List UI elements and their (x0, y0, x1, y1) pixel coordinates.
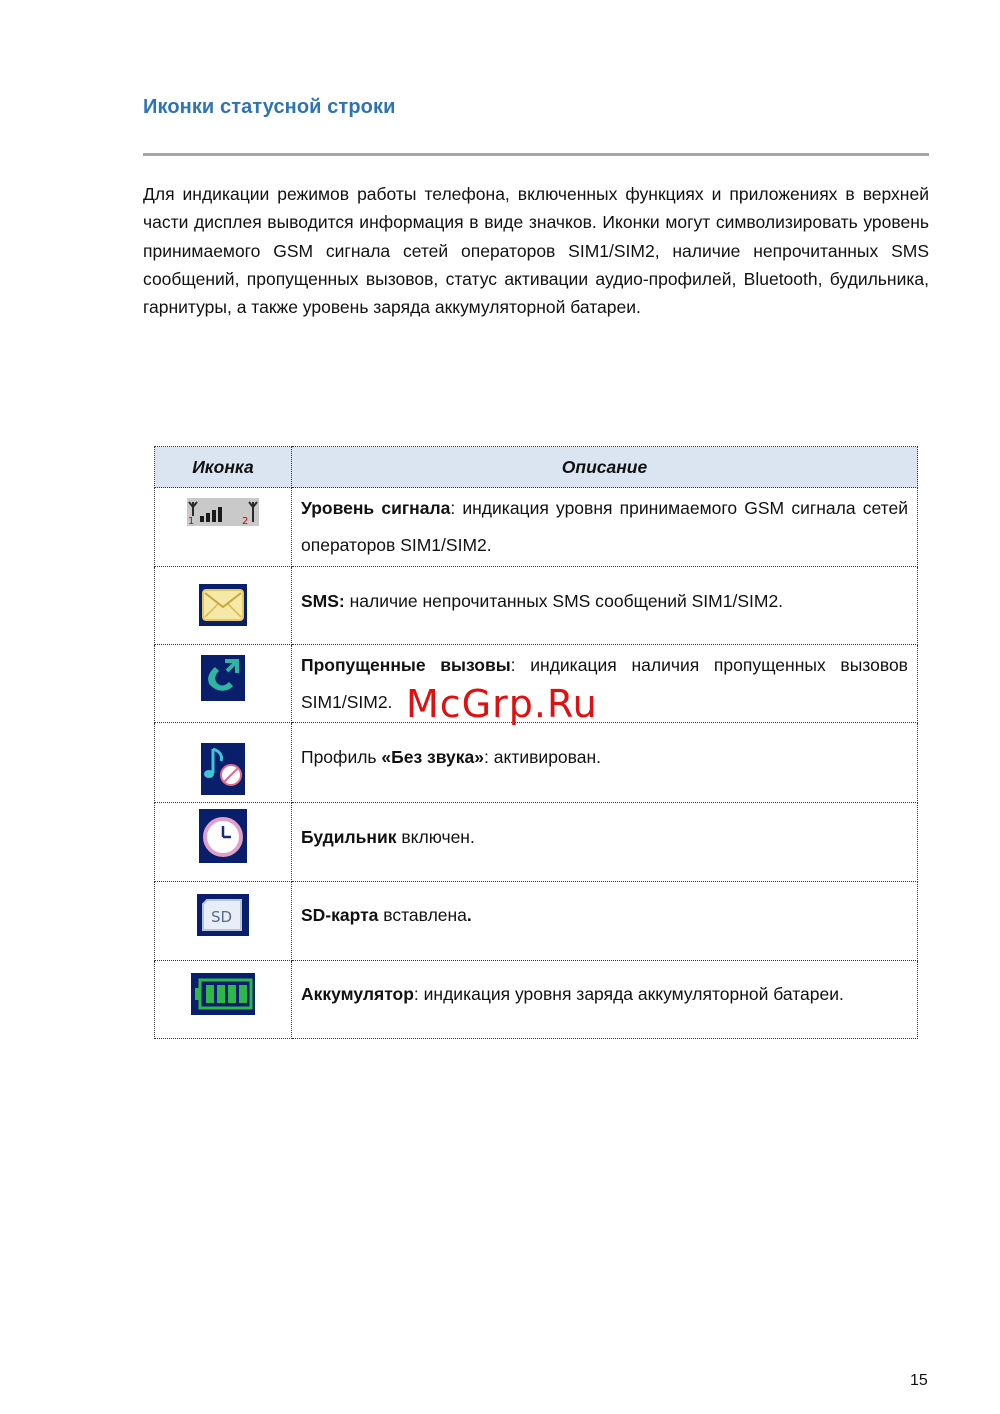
title-rule (143, 153, 929, 156)
description-cell (292, 488, 918, 567)
icons-table (154, 446, 918, 1039)
icon-cell (155, 488, 292, 567)
row-text: : индикация уровня принимаемого GSM сигнала сетей операторов SIM1/SIM2. (301, 498, 908, 555)
row-text: наличие непрочитанных SMS сообщений SIM1/SIM2. (344, 591, 784, 611)
description-cell (292, 645, 918, 723)
row-tail: . (466, 905, 472, 925)
icon-cell (155, 961, 292, 1039)
table-row (155, 723, 918, 803)
row-text: включен. (396, 827, 475, 847)
table-row (155, 567, 918, 645)
header-icon: Иконка (155, 447, 292, 488)
row-text: : индикация наличия пропущенных вызовов SIM1/SIM2. (301, 655, 908, 712)
battery-icon (191, 973, 255, 1020)
description-cell (292, 803, 918, 882)
svg-text:2: 2 (242, 516, 249, 526)
table-header-row (155, 447, 918, 488)
svg-text:1: 1 (188, 516, 195, 526)
watermark: McGrp.Ru (406, 682, 598, 726)
header-description: Описание (292, 447, 918, 488)
missed-call-icon (201, 655, 245, 706)
icon-cell (155, 803, 292, 882)
description-cell (292, 567, 918, 645)
row-text: : активирован. (484, 747, 602, 767)
sms-envelope-icon (199, 584, 247, 631)
description-cell (292, 882, 918, 961)
page-title: Иконки статусной строки (143, 96, 396, 118)
table-row (155, 961, 918, 1039)
intro-paragraph: Для индикации режимов работы телефона, включенных функциях и приложениях в верхней части дисплея выводится информация в виде значков. Иконки могут символизировать уровень принимаемого GSM сигнала сетей операторов SIM1/SIM2, наличие непрочитанных SMS сообщений, пропущенных вызовов, статус активации аудио-профилей, Bluetooth, будильника, гарнитуры, а также уровень заряда аккумуляторной батареи. (143, 184, 929, 318)
row-prefix: Профиль (301, 747, 382, 767)
table-row (155, 488, 918, 567)
alarm-clock-icon (199, 809, 247, 868)
row-term: Пропущенные вызовы (301, 655, 511, 675)
row-term: Будильник (301, 827, 397, 847)
svg-text:SD: SD (211, 908, 233, 926)
page-number: 15 (910, 1372, 928, 1389)
sd-card-icon (197, 894, 249, 941)
icon-cell (155, 723, 292, 803)
row-text: : индикация уровня заряда аккумуляторной батареи. (413, 984, 844, 1004)
row-term: SMS: (301, 591, 345, 611)
icon-cell (155, 882, 292, 961)
icon-cell (155, 567, 292, 645)
table-row (155, 882, 918, 961)
icon-cell (155, 645, 292, 723)
signal-level-icon (187, 498, 259, 531)
row-term: SD-карта (301, 905, 379, 925)
silent-profile-icon (201, 743, 245, 800)
description-cell (292, 961, 918, 1039)
row-text: вставлена (378, 905, 467, 925)
row-term: Аккумулятор (301, 984, 414, 1004)
description-cell (292, 723, 918, 803)
table-row (155, 803, 918, 882)
row-term: Уровень сигнала (301, 498, 451, 518)
row-term: «Без звука» (381, 747, 485, 767)
